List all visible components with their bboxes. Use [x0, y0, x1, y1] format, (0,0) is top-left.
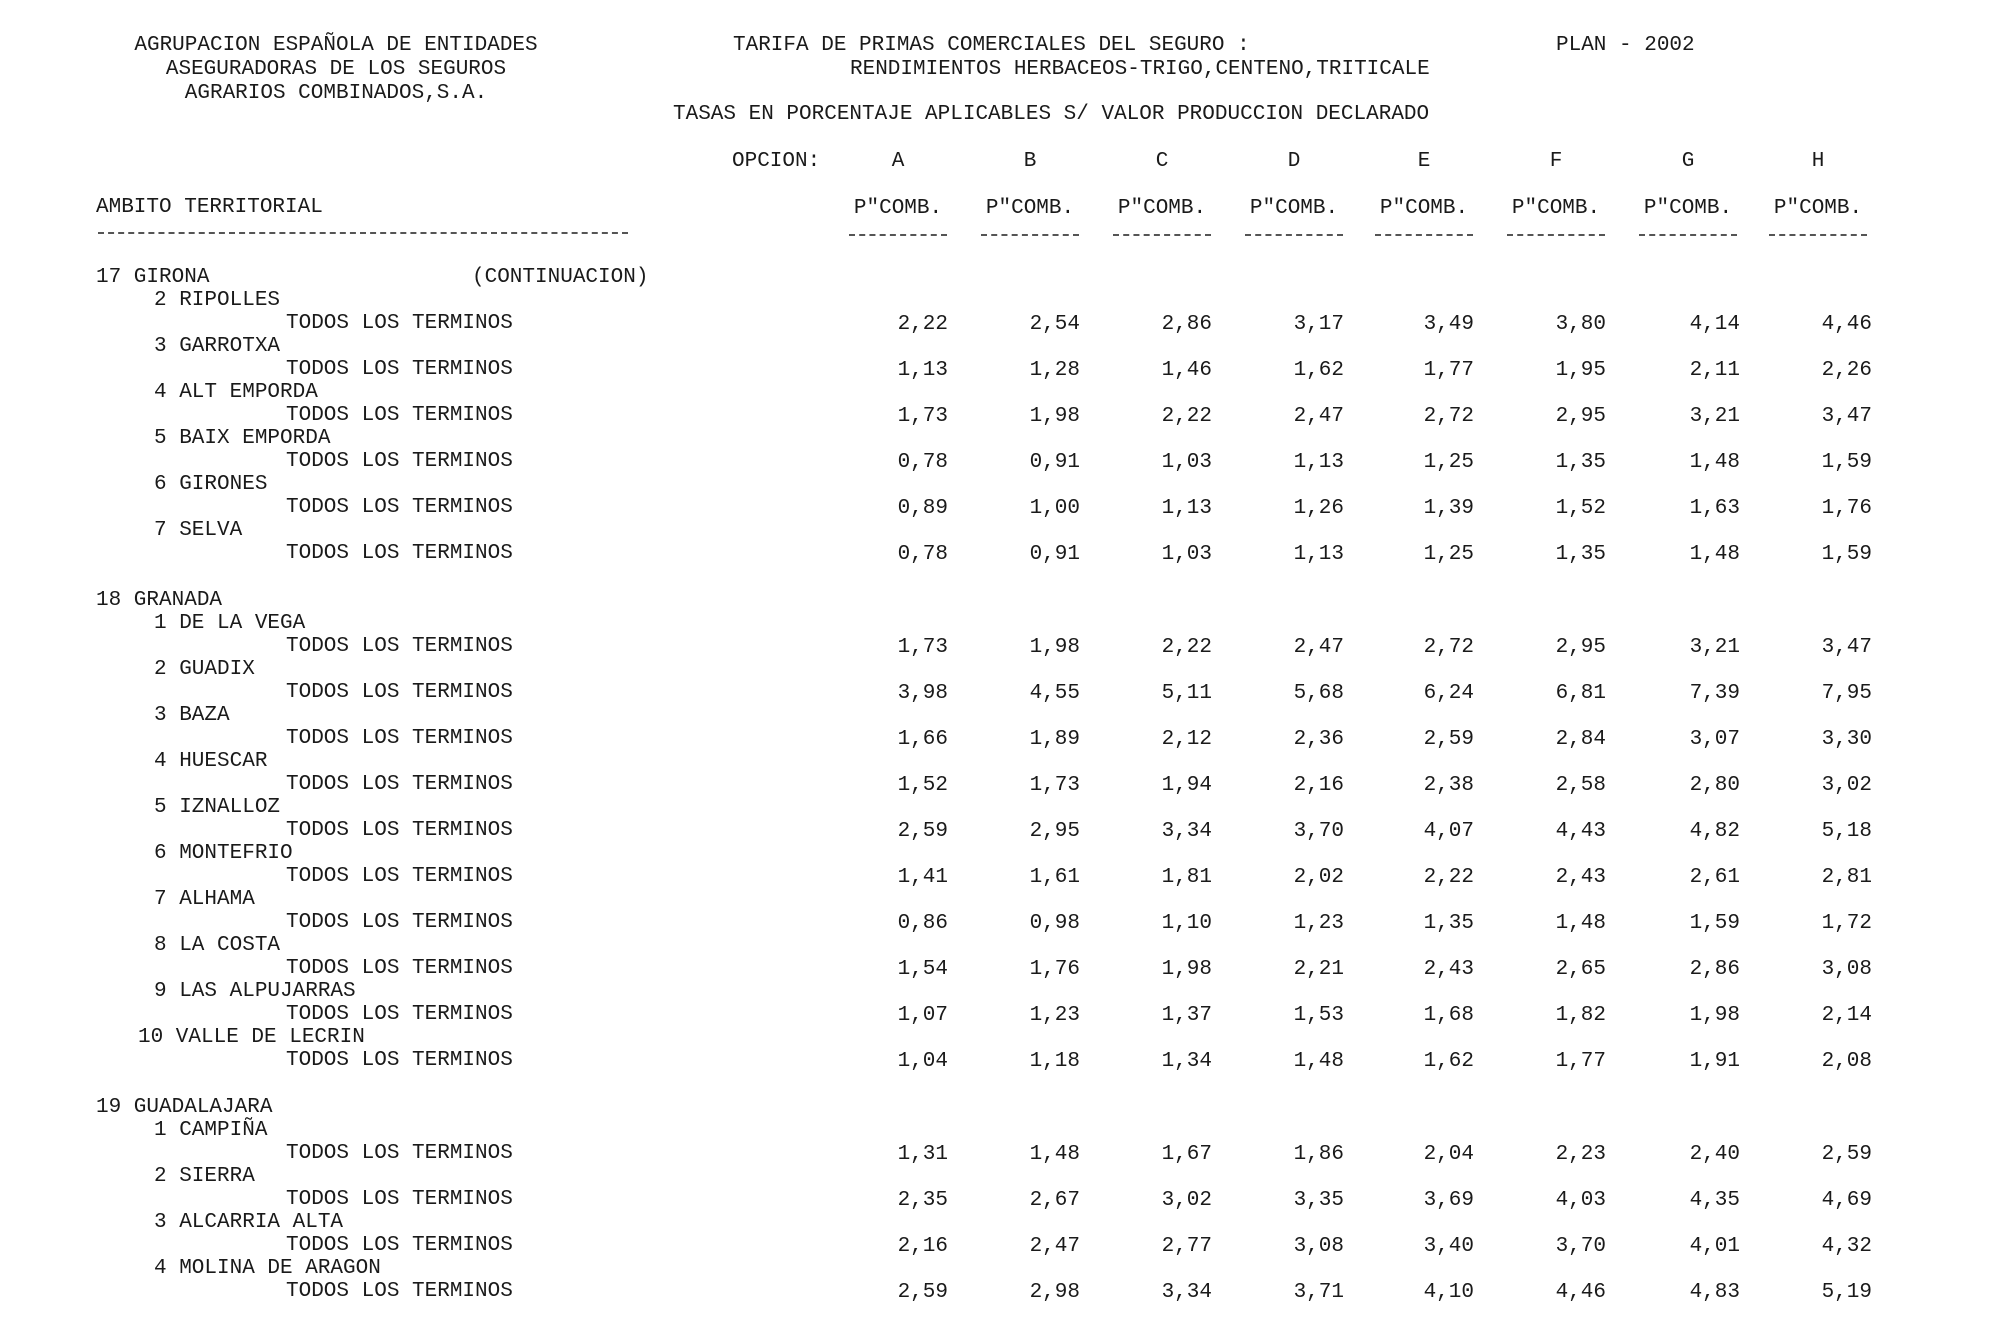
- rate-cell-a: 1,73: [897, 636, 948, 659]
- terminos-label: TODOS LOS TERMINOS: [286, 681, 513, 704]
- rate-cell-c: 1,34: [1161, 1050, 1212, 1073]
- column-header-h: P"COMB.: [1773, 197, 1863, 220]
- rate-cell-d: 1,53: [1293, 1004, 1344, 1027]
- option-letter-a: A: [891, 150, 905, 173]
- rate-cell-e: 4,10: [1423, 1281, 1474, 1304]
- rate-cell-h: 3,47: [1821, 405, 1872, 428]
- rate-cell-h: 7,95: [1821, 682, 1872, 705]
- rate-cell-h: 2,26: [1821, 359, 1872, 382]
- rate-cell-c: 1,37: [1161, 1004, 1212, 1027]
- rate-cell-e: 1,68: [1423, 1004, 1474, 1027]
- rate-cell-a: 2,22: [897, 313, 948, 336]
- rate-cell-e: 3,40: [1423, 1235, 1474, 1258]
- option-letter-h: H: [1811, 150, 1825, 173]
- rate-cell-a: 0,86: [897, 912, 948, 935]
- comarca-label: 4 ALT EMPORDA: [154, 381, 318, 404]
- rate-cell-d: 3,71: [1293, 1281, 1344, 1304]
- rate-cell-c: 1,67: [1161, 1143, 1212, 1166]
- terminos-label: TODOS LOS TERMINOS: [286, 542, 513, 565]
- rate-cell-e: 2,72: [1423, 636, 1474, 659]
- rate-cell-b: 2,95: [1029, 820, 1080, 843]
- rate-cell-e: 1,25: [1423, 543, 1474, 566]
- rate-cell-b: 1,61: [1029, 866, 1080, 889]
- rate-cell-b: 0,91: [1029, 451, 1080, 474]
- rate-cell-e: 2,72: [1423, 405, 1474, 428]
- rate-cell-f: 4,43: [1555, 820, 1606, 843]
- rate-cell-f: 3,80: [1555, 313, 1606, 336]
- org-line-1: AGRUPACION ESPAÑOLA DE ENTIDADES: [134, 34, 538, 57]
- rate-cell-c: 3,34: [1161, 820, 1212, 843]
- rate-cell-e: 2,04: [1423, 1143, 1474, 1166]
- comarca-label: 2 SIERRA: [154, 1165, 255, 1188]
- terminos-label: TODOS LOS TERMINOS: [286, 1142, 513, 1165]
- rate-cell-f: 1,77: [1555, 1050, 1606, 1073]
- rate-cell-h: 2,14: [1821, 1004, 1872, 1027]
- rate-cell-c: 1,98: [1161, 958, 1212, 981]
- rate-cell-c: 1,03: [1161, 543, 1212, 566]
- rate-cell-g: 2,40: [1689, 1143, 1740, 1166]
- rate-cell-d: 1,13: [1293, 451, 1344, 474]
- rate-cell-d: 3,17: [1293, 313, 1344, 336]
- rate-cell-g: 1,48: [1689, 451, 1740, 474]
- province-label: 18 GRANADA: [96, 589, 223, 612]
- rate-cell-a: 0,78: [897, 451, 948, 474]
- rate-cell-e: 2,43: [1423, 958, 1474, 981]
- terminos-label: TODOS LOS TERMINOS: [286, 957, 513, 980]
- terminos-label: TODOS LOS TERMINOS: [286, 1049, 513, 1072]
- rate-cell-f: 1,82: [1555, 1004, 1606, 1027]
- column-header-c: P"COMB.: [1117, 197, 1207, 220]
- rate-cell-b: 0,91: [1029, 543, 1080, 566]
- rate-cell-g: 7,39: [1689, 682, 1740, 705]
- rate-cell-h: 1,59: [1821, 451, 1872, 474]
- rate-cell-h: 2,59: [1821, 1143, 1872, 1166]
- rate-cell-f: 2,65: [1555, 958, 1606, 981]
- terminos-label: TODOS LOS TERMINOS: [286, 635, 513, 658]
- rate-cell-f: 1,95: [1555, 359, 1606, 382]
- rate-cell-c: 1,81: [1161, 866, 1212, 889]
- rate-cell-c: 2,86: [1161, 313, 1212, 336]
- option-letter-e: E: [1417, 150, 1431, 173]
- rate-cell-h: 3,08: [1821, 958, 1872, 981]
- terminos-label: TODOS LOS TERMINOS: [286, 404, 513, 427]
- terminos-label: TODOS LOS TERMINOS: [286, 450, 513, 473]
- comarca-label: 6 GIRONES: [154, 473, 268, 496]
- terminos-label: TODOS LOS TERMINOS: [286, 727, 513, 750]
- rate-cell-e: 1,25: [1423, 451, 1474, 474]
- document-title-line-1: TARIFA DE PRIMAS COMERCIALES DEL SEGURO :: [733, 34, 1250, 57]
- rate-cell-a: 1,54: [897, 958, 948, 981]
- comarca-label: 5 BAIX EMPORDA: [154, 427, 331, 450]
- comarca-label: 4 HUESCAR: [154, 750, 268, 773]
- rate-cell-c: 3,34: [1161, 1281, 1212, 1304]
- rate-cell-c: 2,77: [1161, 1235, 1212, 1258]
- rate-cell-h: 3,30: [1821, 728, 1872, 751]
- rate-cell-e: 6,24: [1423, 682, 1474, 705]
- rate-cell-d: 1,86: [1293, 1143, 1344, 1166]
- rate-cell-g: 1,48: [1689, 543, 1740, 566]
- rate-cell-d: 2,47: [1293, 636, 1344, 659]
- rate-cell-e: 2,22: [1423, 866, 1474, 889]
- rate-cell-b: 1,73: [1029, 774, 1080, 797]
- rate-cell-b: 4,55: [1029, 682, 1080, 705]
- plan-label: PLAN - 2002: [1556, 34, 1695, 57]
- rate-cell-b: 1,28: [1029, 359, 1080, 382]
- rate-cell-e: 1,35: [1423, 912, 1474, 935]
- option-letter-d: D: [1287, 150, 1301, 173]
- rate-cell-e: 2,59: [1423, 728, 1474, 751]
- rate-cell-h: 4,46: [1821, 313, 1872, 336]
- rate-cell-g: 3,07: [1689, 728, 1740, 751]
- rate-cell-a: 2,35: [897, 1189, 948, 1212]
- column-header-f: P"COMB.: [1511, 197, 1601, 220]
- comarca-label: 6 MONTEFRIO: [154, 842, 293, 865]
- rate-cell-b: 0,98: [1029, 912, 1080, 935]
- rate-cell-d: 5,68: [1293, 682, 1344, 705]
- rate-cell-d: 1,13: [1293, 543, 1344, 566]
- rate-cell-b: 1,18: [1029, 1050, 1080, 1073]
- rate-cell-h: 4,32: [1821, 1235, 1872, 1258]
- rate-cell-h: 3,02: [1821, 774, 1872, 797]
- rate-cell-a: 1,04: [897, 1050, 948, 1073]
- rate-cell-h: 1,76: [1821, 497, 1872, 520]
- rate-cell-e: 3,69: [1423, 1189, 1474, 1212]
- rate-cell-a: 2,59: [897, 820, 948, 843]
- province-label: 19 GUADALAJARA: [96, 1096, 273, 1119]
- province-note: (CONTINUACION): [472, 266, 649, 289]
- rate-cell-a: 3,98: [897, 682, 948, 705]
- rate-cell-b: 1,00: [1029, 497, 1080, 520]
- column-header-a: P"COMB.: [853, 197, 943, 220]
- terminos-label: TODOS LOS TERMINOS: [286, 1234, 513, 1257]
- comarca-label: 7 SELVA: [154, 519, 243, 542]
- comarca-label: 1 DE LA VEGA: [154, 612, 306, 635]
- rate-cell-a: 0,78: [897, 543, 948, 566]
- terminos-label: TODOS LOS TERMINOS: [286, 358, 513, 381]
- comarca-label: 3 ALCARRIA ALTA: [154, 1211, 344, 1234]
- rate-cell-c: 1,94: [1161, 774, 1212, 797]
- rate-cell-a: 1,52: [897, 774, 948, 797]
- rate-cell-b: 2,67: [1029, 1189, 1080, 1212]
- comarca-label: 3 GARROTXA: [154, 335, 281, 358]
- rate-cell-g: 3,21: [1689, 636, 1740, 659]
- rate-cell-d: 2,36: [1293, 728, 1344, 751]
- province-label: 17 GIRONA: [96, 266, 210, 289]
- rate-cell-d: 1,48: [1293, 1050, 1344, 1073]
- column-header-b: P"COMB.: [985, 197, 1075, 220]
- rate-cell-c: 1,13: [1161, 497, 1212, 520]
- rate-cell-g: 1,91: [1689, 1050, 1740, 1073]
- rate-cell-g: 4,83: [1689, 1281, 1740, 1304]
- rate-cell-e: 1,62: [1423, 1050, 1474, 1073]
- rates-subtitle: TASAS EN PORCENTAJE APLICABLES S/ VALOR PRODUCCION DECLARADO: [673, 103, 1430, 126]
- terminos-label: TODOS LOS TERMINOS: [286, 865, 513, 888]
- terminos-label: TODOS LOS TERMINOS: [286, 312, 513, 335]
- rate-cell-g: 2,61: [1689, 866, 1740, 889]
- rate-cell-f: 6,81: [1555, 682, 1606, 705]
- rate-cell-h: 4,69: [1821, 1189, 1872, 1212]
- rate-cell-f: 1,35: [1555, 543, 1606, 566]
- rate-cell-h: 2,81: [1821, 866, 1872, 889]
- rate-cell-c: 5,11: [1161, 682, 1212, 705]
- rate-cell-g: 3,21: [1689, 405, 1740, 428]
- rate-cell-d: 2,02: [1293, 866, 1344, 889]
- org-line-2: ASEGURADORAS DE LOS SEGUROS: [165, 58, 507, 81]
- terminos-label: TODOS LOS TERMINOS: [286, 496, 513, 519]
- terminos-label: TODOS LOS TERMINOS: [286, 773, 513, 796]
- terminos-label: TODOS LOS TERMINOS: [286, 1280, 513, 1303]
- option-letter-c: C: [1155, 150, 1169, 173]
- rate-cell-f: 2,43: [1555, 866, 1606, 889]
- rate-cell-a: 1,41: [897, 866, 948, 889]
- terminos-label: TODOS LOS TERMINOS: [286, 819, 513, 842]
- rate-cell-b: 2,54: [1029, 313, 1080, 336]
- rate-cell-c: 1,10: [1161, 912, 1212, 935]
- rate-cell-f: 2,58: [1555, 774, 1606, 797]
- rate-cell-g: 1,59: [1689, 912, 1740, 935]
- comarca-label: 3 BAZA: [154, 704, 230, 727]
- rate-cell-d: 2,16: [1293, 774, 1344, 797]
- rate-cell-b: 2,47: [1029, 1235, 1080, 1258]
- rate-cell-e: 2,38: [1423, 774, 1474, 797]
- option-letter-b: B: [1023, 150, 1037, 173]
- terminos-label: TODOS LOS TERMINOS: [286, 911, 513, 934]
- rate-cell-h: 5,18: [1821, 820, 1872, 843]
- rate-cell-d: 1,26: [1293, 497, 1344, 520]
- rate-cell-f: 4,46: [1555, 1281, 1606, 1304]
- rate-cell-c: 2,22: [1161, 636, 1212, 659]
- rate-cell-c: 2,22: [1161, 405, 1212, 428]
- rate-cell-d: 2,21: [1293, 958, 1344, 981]
- rate-cell-h: 1,59: [1821, 543, 1872, 566]
- rate-cell-g: 2,80: [1689, 774, 1740, 797]
- rate-cell-e: 1,39: [1423, 497, 1474, 520]
- comarca-label: 1 CAMPIÑA: [154, 1119, 268, 1142]
- rate-cell-e: 1,77: [1423, 359, 1474, 382]
- rate-cell-b: 1,48: [1029, 1143, 1080, 1166]
- document-title-line-2: RENDIMIENTOS HERBACEOS-TRIGO,CENTENO,TRITICALE: [850, 58, 1430, 81]
- org-line-3: AGRARIOS COMBINADOS,S.A.: [184, 82, 488, 105]
- rate-cell-a: 1,73: [897, 405, 948, 428]
- rate-cell-b: 1,98: [1029, 405, 1080, 428]
- rate-cell-c: 2,12: [1161, 728, 1212, 751]
- rate-cell-b: 1,89: [1029, 728, 1080, 751]
- rate-cell-f: 2,95: [1555, 636, 1606, 659]
- rate-cell-a: 1,66: [897, 728, 948, 751]
- column-header-g: P"COMB.: [1643, 197, 1733, 220]
- ambito-territorial-label: AMBITO TERRITORIAL: [96, 196, 323, 219]
- rate-cell-f: 2,95: [1555, 405, 1606, 428]
- rate-cell-f: 1,35: [1555, 451, 1606, 474]
- rate-cell-a: 1,31: [897, 1143, 948, 1166]
- comarca-label: 8 LA COSTA: [154, 934, 281, 957]
- terminos-label: TODOS LOS TERMINOS: [286, 1188, 513, 1211]
- rate-cell-b: 1,98: [1029, 636, 1080, 659]
- rate-cell-a: 1,13: [897, 359, 948, 382]
- rate-cell-h: 2,08: [1821, 1050, 1872, 1073]
- rate-cell-g: 1,63: [1689, 497, 1740, 520]
- rate-cell-h: 3,47: [1821, 636, 1872, 659]
- rate-cell-a: 1,07: [897, 1004, 948, 1027]
- rate-cell-a: 0,89: [897, 497, 948, 520]
- column-header-e: P"COMB.: [1379, 197, 1469, 220]
- column-header-d: P"COMB.: [1249, 197, 1339, 220]
- rate-cell-c: 1,03: [1161, 451, 1212, 474]
- rate-cell-c: 1,46: [1161, 359, 1212, 382]
- rate-cell-a: 2,59: [897, 1281, 948, 1304]
- rate-cell-g: 2,86: [1689, 958, 1740, 981]
- rate-cell-g: 4,82: [1689, 820, 1740, 843]
- option-letter-g: G: [1681, 150, 1695, 173]
- comarca-label: 4 MOLINA DE ARAGON: [154, 1257, 381, 1280]
- comarca-label: 7 ALHAMA: [154, 888, 255, 911]
- rate-cell-d: 3,08: [1293, 1235, 1344, 1258]
- rate-cell-g: 1,98: [1689, 1004, 1740, 1027]
- rate-cell-e: 3,49: [1423, 313, 1474, 336]
- comarca-label: 2 RIPOLLES: [154, 289, 281, 312]
- rate-cell-h: 1,72: [1821, 912, 1872, 935]
- rate-cell-g: 4,35: [1689, 1189, 1740, 1212]
- rate-cell-f: 2,23: [1555, 1143, 1606, 1166]
- rate-cell-d: 1,23: [1293, 912, 1344, 935]
- opcion-label: OPCION:: [732, 150, 821, 173]
- rate-cell-g: 2,11: [1689, 359, 1740, 382]
- rate-cell-g: 4,14: [1689, 313, 1740, 336]
- rate-cell-b: 1,76: [1029, 958, 1080, 981]
- rate-cell-f: 3,70: [1555, 1235, 1606, 1258]
- rate-cell-f: 4,03: [1555, 1189, 1606, 1212]
- rate-cell-f: 2,84: [1555, 728, 1606, 751]
- comarca-label: 9 LAS ALPUJARRAS: [154, 980, 356, 1003]
- rate-cell-f: 1,52: [1555, 497, 1606, 520]
- terminos-label: TODOS LOS TERMINOS: [286, 1003, 513, 1026]
- rate-cell-g: 4,01: [1689, 1235, 1740, 1258]
- rate-cell-b: 2,98: [1029, 1281, 1080, 1304]
- rate-cell-c: 3,02: [1161, 1189, 1212, 1212]
- rate-cell-f: 1,48: [1555, 912, 1606, 935]
- rate-cell-b: 1,23: [1029, 1004, 1080, 1027]
- rate-cell-h: 5,19: [1821, 1281, 1872, 1304]
- comarca-label: 2 GUADIX: [154, 658, 255, 681]
- option-letter-f: F: [1549, 150, 1563, 173]
- rate-cell-d: 3,35: [1293, 1189, 1344, 1212]
- rate-cell-a: 2,16: [897, 1235, 948, 1258]
- comarca-label: 5 IZNALLOZ: [154, 796, 281, 819]
- comarca-label: 10 VALLE DE LECRIN: [138, 1026, 365, 1049]
- rate-cell-e: 4,07: [1423, 820, 1474, 843]
- rate-cell-d: 2,47: [1293, 405, 1344, 428]
- rate-cell-d: 1,62: [1293, 359, 1344, 382]
- rate-cell-d: 3,70: [1293, 820, 1344, 843]
